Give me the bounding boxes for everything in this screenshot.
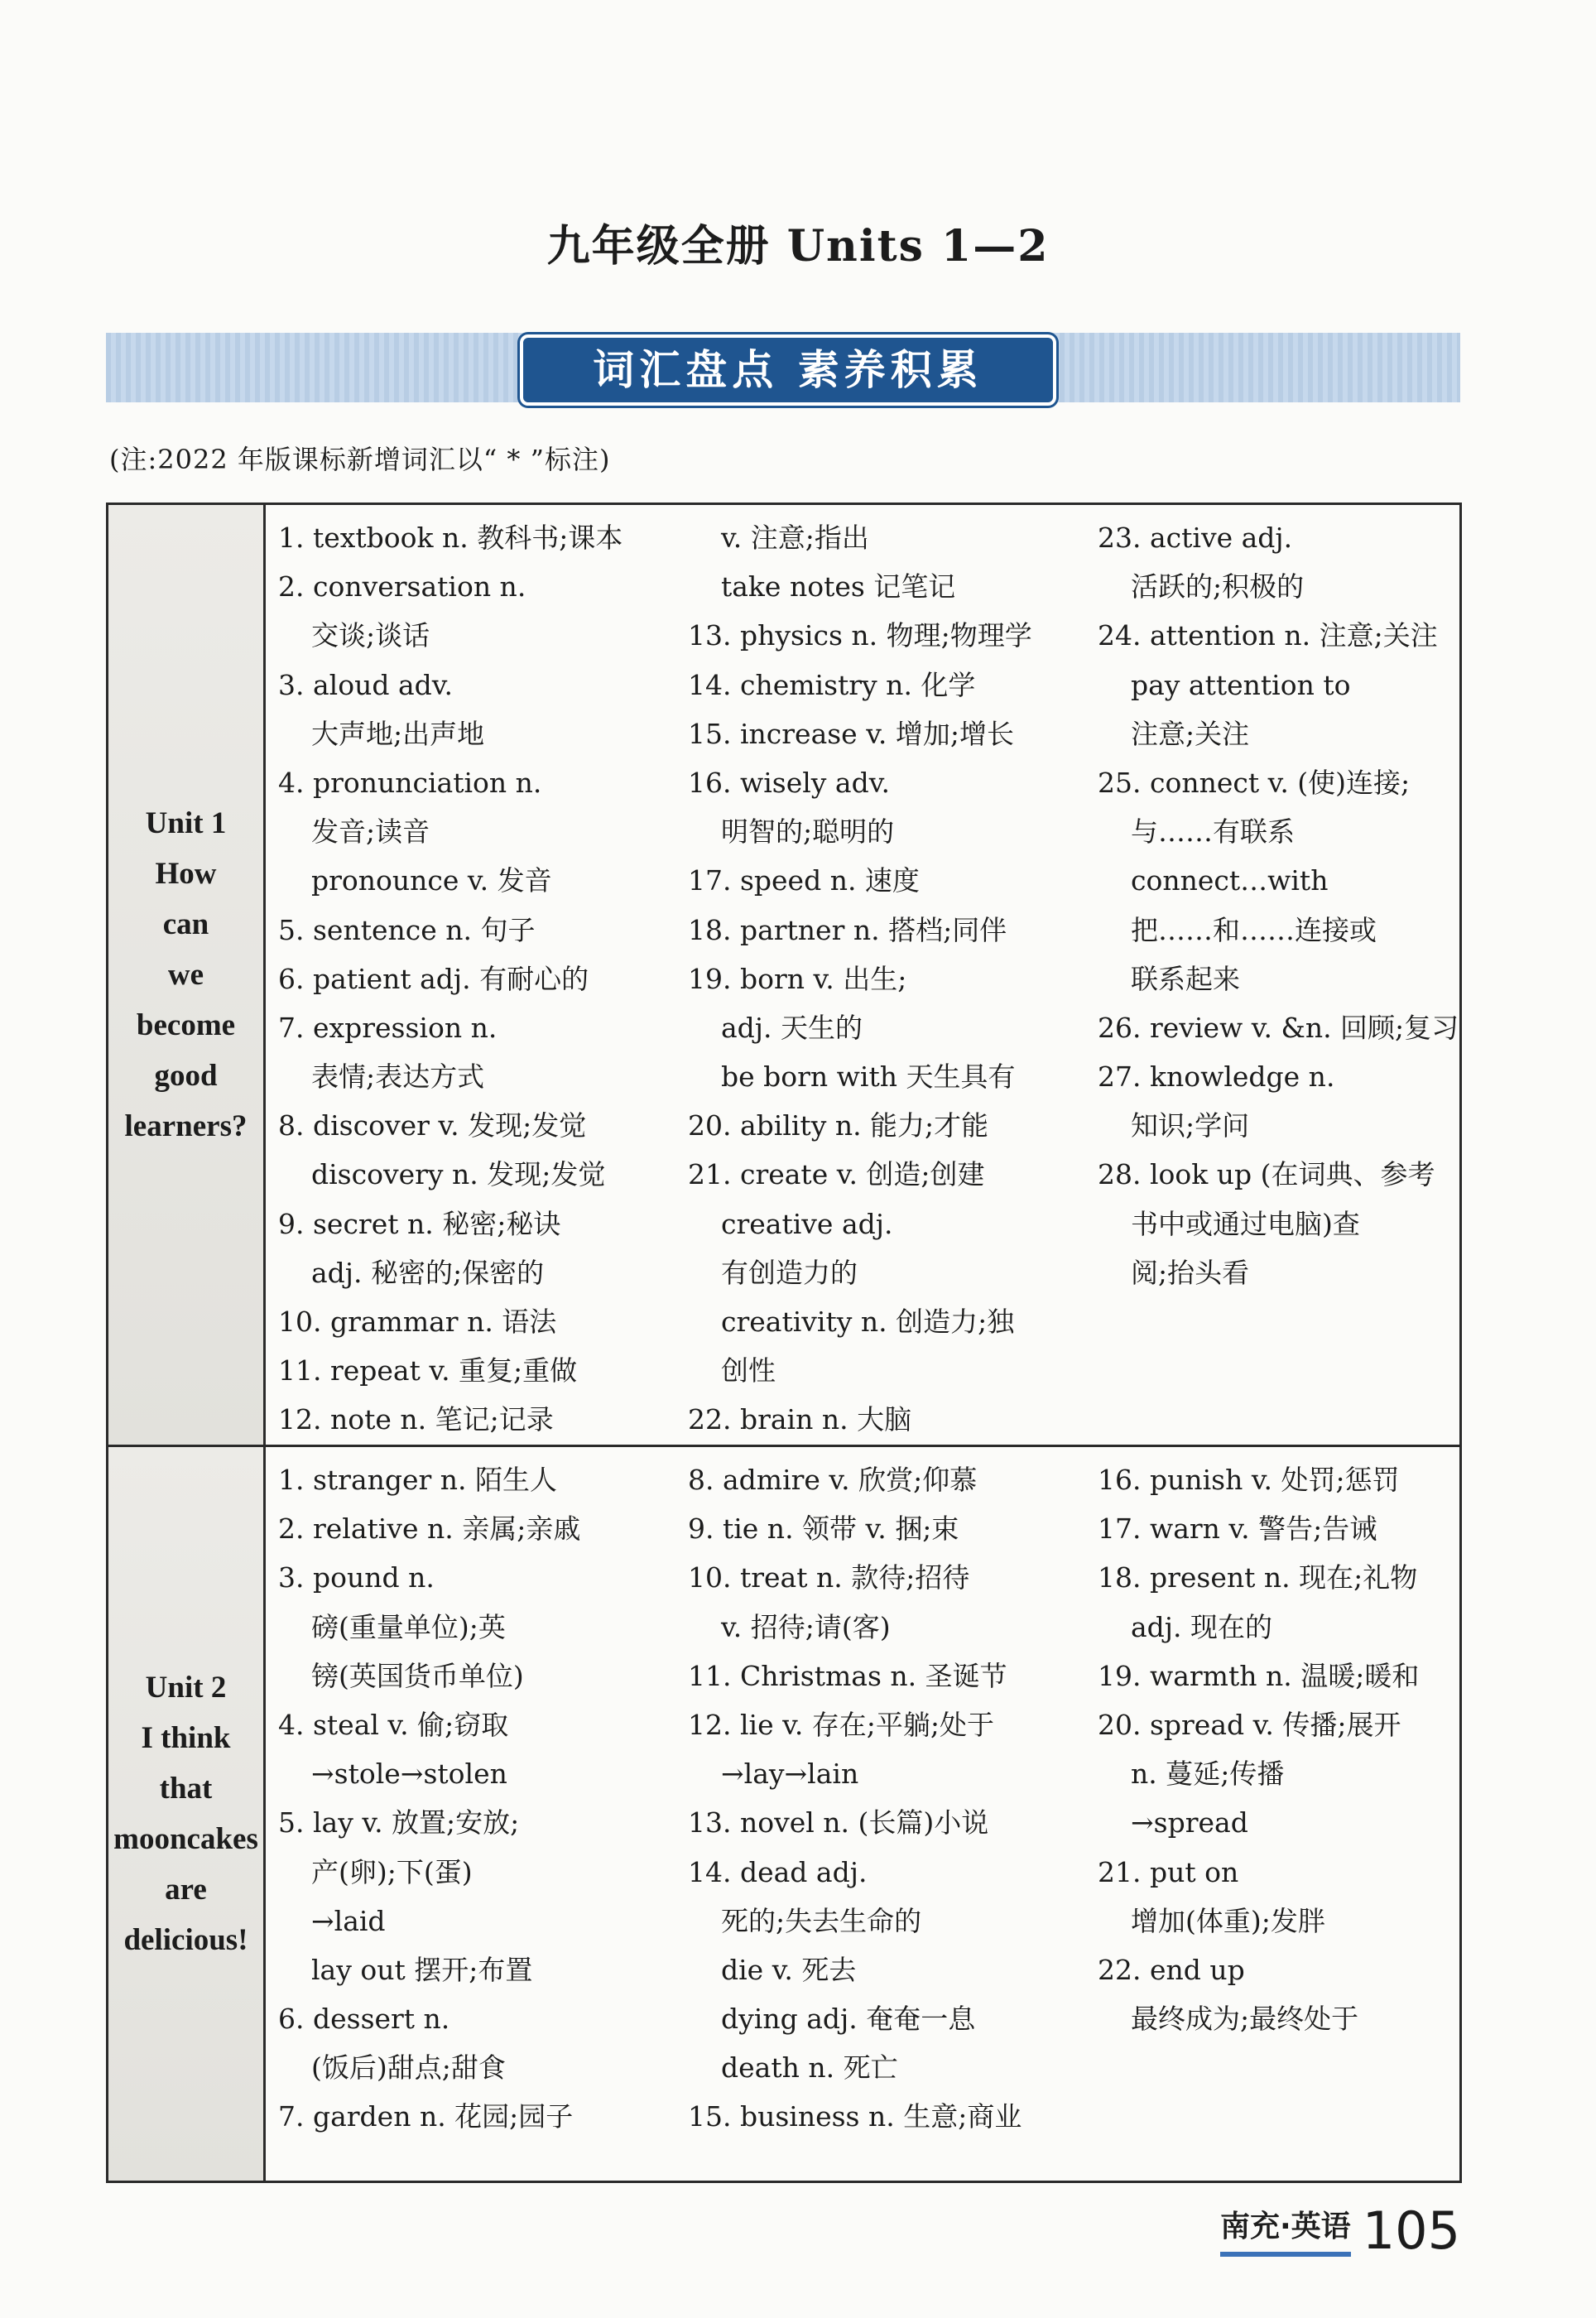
vocab-entry: 6. patient adj. 有耐心的: [278, 962, 589, 995]
vocab-entry-continuation: 磅(重量单位);英: [311, 1610, 506, 1643]
vocab-entry-continuation: pay attention to: [1131, 668, 1351, 701]
page-footer: [1220, 2199, 1461, 2261]
vocab-entry: 14. dead adj.: [688, 1855, 868, 1888]
vocab-entry-continuation: (饭后)甜点;甜食: [311, 2051, 506, 2085]
vocab-column: [1098, 1455, 1454, 2043]
unit-title-line: become: [136, 1008, 236, 1042]
vocab-entry-continuation: 有创造力的: [721, 1256, 858, 1289]
unit-title-line: delicious!: [123, 1923, 248, 1957]
vocab-entry: 2. conversation n.: [278, 570, 526, 604]
footer-label: 南充·英语: [1220, 2203, 1351, 2257]
unit-title-line: I think: [141, 1721, 231, 1755]
vocab-entry: 10. grammar n. 语法: [278, 1306, 557, 1338]
vocab-entry: 7. expression n.: [278, 1011, 498, 1044]
curriculum-note: (注:2022 年版课标新增词汇以“ * ”标注): [109, 444, 611, 475]
vocab-entry: 12. note n. 笔记;记录: [278, 1403, 554, 1436]
vocab-entry-continuation: be born with 天生具有: [721, 1060, 1016, 1094]
vocab-column: [278, 513, 675, 1445]
vocab-entry-continuation: →spread: [1131, 1806, 1248, 1839]
vocab-entry: 12. lie v. 存在;平躺;处于: [688, 1708, 995, 1741]
vocab-entry: 28. look up (在词典、参考: [1098, 1158, 1435, 1191]
vocab-entry: 19. born v. 出生;: [688, 962, 907, 995]
vocab-entry: 1. stranger n. 陌生人: [278, 1464, 558, 1496]
vocab-entry-continuation: 注意;关注: [1131, 717, 1250, 750]
vocab-entry: 21. create v. 创造;创建: [688, 1158, 985, 1191]
unit-title-line: learners?: [124, 1109, 248, 1143]
vocab-entry: 13. novel n. (长篇)小说: [688, 1806, 989, 1839]
vocab-entry-continuation: n. 蔓延;传播: [1131, 1758, 1285, 1791]
vocab-entry: 3. pound n.: [278, 1561, 435, 1594]
vocab-entry: 4. pronunciation n.: [278, 766, 542, 799]
vocab-entry-continuation: discovery n. 发现;发觉: [311, 1158, 606, 1191]
vocab-entry: 18. partner n. 搭档;同伴: [688, 913, 1007, 946]
vocab-entry-continuation: 交谈;谈话: [311, 619, 430, 652]
vocab-entry-continuation: die v. 死去: [721, 1953, 857, 1986]
vocab-entry-continuation: adj. 现在的: [1131, 1610, 1273, 1643]
vocab-entry-continuation: 与……有联系: [1131, 815, 1295, 849]
vocab-entry: 21. put on: [1098, 1855, 1239, 1888]
vocab-entry-continuation: 阅;抬头看: [1131, 1256, 1250, 1289]
vocab-entry: 22. brain n. 大脑: [688, 1403, 912, 1436]
unit-title-line: good: [154, 1059, 218, 1093]
vocab-entry-continuation: →laid: [311, 1904, 386, 1937]
vocab-entry-continuation: 最终成为;最终处于: [1131, 2003, 1359, 2036]
vocab-entry-continuation: lay out 摆开;布置: [311, 1953, 533, 1986]
vocab-entry-continuation: creativity n. 创造力;独: [721, 1306, 1015, 1338]
vocab-entry-continuation: 大声地;出声地: [311, 717, 485, 750]
page-title: 九年级全册 Units 1—2: [546, 221, 1050, 272]
unit-title: [108, 505, 266, 1445]
unit-1-block: [108, 505, 1459, 1445]
vocab-entry: 7. garden n. 花园;园子: [278, 2100, 574, 2133]
vocab-column: [688, 1455, 1085, 2142]
vocab-entry-continuation: →lay→lain: [721, 1758, 859, 1791]
vocab-entry-continuation: pronounce v. 发音: [311, 864, 552, 897]
unit-2-block: [108, 1447, 1459, 2181]
unit-title: [108, 1447, 266, 2181]
vocab-entry-continuation: v. 注意;指出: [721, 522, 869, 554]
vocab-entry-continuation: 产(卵);下(蛋): [311, 1855, 473, 1888]
vocab-column: [278, 1455, 675, 2142]
unit-title-line: Unit 1: [145, 806, 227, 840]
vocab-entry: 15. business n. 生意;商业: [688, 2100, 1022, 2133]
vocab-entry: 10. treat n. 款待;招待: [688, 1561, 970, 1594]
vocab-column: [1098, 513, 1459, 1297]
vocab-entry-continuation: v. 招待;请(客): [721, 1610, 891, 1643]
vocab-entry: 27. knowledge n.: [1098, 1060, 1335, 1094]
vocab-entry-continuation: death n. 死亡: [721, 2051, 898, 2085]
vocab-entry-continuation: dying adj. 奄奄一息: [721, 2003, 976, 2036]
vocab-entry: 17. speed n. 速度: [688, 864, 920, 897]
unit-title-line: Unit 2: [145, 1671, 227, 1705]
vocab-entry-continuation: take notes 记笔记: [721, 570, 956, 604]
vocab-entry-continuation: 死的;失去生命的: [721, 1904, 922, 1937]
vocab-entry: 4. steal v. 偷;窃取: [278, 1708, 509, 1741]
unit-title-line: can: [162, 907, 209, 941]
vocab-entry-continuation: adj. 秘密的;保密的: [311, 1256, 545, 1289]
vocab-entry-continuation: 镑(英国货币单位): [311, 1659, 524, 1692]
vocab-entry-continuation: 增加(体重);发胖: [1131, 1904, 1325, 1937]
vocab-entry: 8. discover v. 发现;发觉: [278, 1109, 587, 1142]
vocab-entry-continuation: 表情;表达方式: [311, 1060, 485, 1094]
vocab-entry: 16. punish v. 处罚;惩罚: [1098, 1464, 1400, 1496]
vocab-entry: 20. spread v. 传播;展开: [1098, 1708, 1401, 1741]
unit-title-line: How: [155, 857, 217, 891]
vocab-entry: 13. physics n. 物理;物理学: [688, 619, 1032, 652]
vocab-entry: 16. wisely adv.: [688, 766, 890, 799]
vocab-entry-continuation: 明智的;聪明的: [721, 815, 895, 849]
vocab-entry-continuation: 把……和……连接或: [1131, 913, 1377, 946]
unit-title-line: we: [167, 958, 204, 992]
vocab-entry: 24. attention n. 注意;关注: [1098, 619, 1438, 652]
page-number: 105: [1362, 2200, 1461, 2261]
vocab-entry: 6. dessert n.: [278, 2003, 450, 2036]
vocab-entry: 5. lay v. 放置;安放;: [278, 1806, 520, 1839]
vocab-entry: 5. sentence n. 句子: [278, 913, 536, 946]
unit-title-line: mooncakes: [113, 1822, 258, 1856]
unit-title-line: that: [159, 1772, 213, 1806]
vocab-entry: 3. aloud adv.: [278, 668, 453, 701]
vocab-entry: 15. increase v. 增加;增长: [688, 717, 1015, 750]
vocab-entry: 20. ability n. 能力;才能: [688, 1109, 989, 1142]
unit-title-line: are: [165, 1873, 207, 1907]
vocab-entry: 19. warmth n. 温暖;暖和: [1098, 1659, 1420, 1692]
vocabulary-table: [106, 503, 1462, 2183]
vocab-entry: 9. secret n. 秘密;秘诀: [278, 1207, 561, 1240]
vocab-entry: 8. admire v. 欣赏;仰慕: [688, 1464, 978, 1496]
vocab-entry-continuation: 书中或通过电脑)查: [1131, 1207, 1360, 1240]
vocab-entry-continuation: 创性: [721, 1354, 776, 1387]
vocab-entry: 2. relative n. 亲属;亲戚: [278, 1512, 581, 1546]
vocab-entry-continuation: 知识;学问: [1131, 1109, 1250, 1142]
vocab-entry-continuation: 活跃的;积极的: [1131, 570, 1305, 604]
vocab-entry: 25. connect v. (使)连接;: [1098, 766, 1411, 799]
vocab-entry: 17. warn v. 警告;告诫: [1098, 1512, 1377, 1546]
vocab-entry: 1. textbook n. 教科书;课本: [278, 522, 623, 554]
vocab-entry-continuation: connect…with: [1131, 864, 1329, 897]
vocab-column: [688, 513, 1085, 1445]
vocab-entry-continuation: creative adj.: [721, 1207, 893, 1240]
vocab-entry: 11. repeat v. 重复;重做: [278, 1354, 578, 1387]
vocab-entry-continuation: 联系起来: [1131, 962, 1240, 995]
vocab-entry-continuation: adj. 天生的: [721, 1011, 863, 1044]
vocab-entry-continuation: 发音;读音: [311, 815, 430, 849]
vocab-entry: 11. Christmas n. 圣诞节: [688, 1659, 1007, 1692]
vocab-entry: 18. present n. 现在;礼物: [1098, 1561, 1418, 1594]
vocab-entry-continuation: →stole→stolen: [311, 1758, 507, 1791]
vocab-entry: 26. review v. &n. 回顾;复习: [1098, 1011, 1459, 1044]
vocab-entry: 14. chemistry n. 化学: [688, 668, 976, 701]
vocab-entry: 22. end up: [1098, 1953, 1245, 1986]
section-banner-label: 词汇盘点 素养积累: [520, 334, 1056, 406]
vocab-entry: 9. tie n. 领带 v. 捆;束: [688, 1512, 959, 1546]
vocab-entry: 23. active adj.: [1098, 522, 1293, 554]
